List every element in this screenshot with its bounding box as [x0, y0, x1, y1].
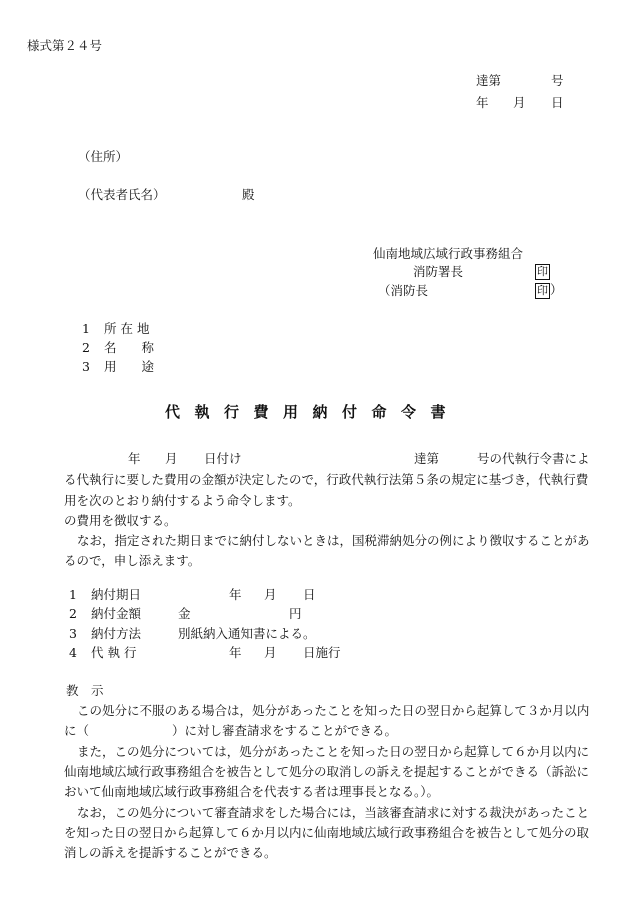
recipient-address-label: （住所）: [78, 149, 129, 164]
issuer-chief-title: 消防署長: [413, 264, 464, 279]
notice-p1-line2-b: ）に対し審査請求をすることができる。: [172, 723, 398, 738]
payment-due-year: 年: [229, 587, 242, 602]
payment-due-month: 月: [264, 587, 277, 602]
body-doc: 達第: [414, 451, 440, 466]
body-year: 年: [128, 451, 141, 466]
payment-item-label: 納付金額: [91, 606, 142, 621]
property-item-num: 3: [82, 359, 90, 374]
payment-item-num: 3: [69, 626, 77, 641]
date-month: 月: [513, 95, 526, 110]
payment-item-label: 納付方法: [91, 626, 142, 641]
notice-p1-line2-a: に（: [64, 723, 90, 738]
issuer-organization: 仙南地域広域行政事務組合: [373, 246, 524, 261]
payment-amount-suffix: 円: [289, 606, 302, 621]
property-item-num: 2: [82, 340, 90, 355]
execution-day: 日施行: [303, 645, 341, 660]
notice-p2-line1: また，この処分については，処分があったことを知った日の翌日から起算して６か月以内に: [77, 744, 590, 759]
doc-number-suffix: 号: [551, 73, 564, 88]
notice-p3-line3: 消しの訴えを提訴することができる。: [64, 845, 277, 860]
notice-heading: 教 示: [66, 683, 104, 698]
body-line1-tail: 号の代執行令書によ: [477, 451, 590, 466]
body-month: 月: [165, 451, 178, 466]
payment-item-num: 2: [69, 606, 77, 621]
issuer-close-paren: ）: [550, 282, 563, 297]
property-item-label: 名 称: [104, 340, 155, 355]
recipient-representative-label: （代表者氏名）: [78, 187, 166, 202]
date-year: 年: [476, 95, 489, 110]
body-dated: 日付け: [204, 451, 242, 466]
property-item-label: 所 在 地: [104, 321, 150, 336]
execution-month: 月: [264, 645, 277, 660]
document-title: 代執行費用納付命令書: [165, 403, 461, 421]
payment-item-label: 代 執 行: [91, 645, 137, 660]
body-line2: る代執行に要した費用の金額が決定したので，行政代執行法第５条の規定に基づき，代執行費: [64, 472, 589, 487]
notice-p1-line1: この処分に不服のある場合は，処分があったことを知った日の翌日から起算して３か月以内: [77, 703, 590, 718]
body-para2-line1: なお，指定された期日までに納付しないときは，国税滞納処分の例により徴収することがあ: [77, 533, 590, 548]
seal-char: 印: [537, 265, 548, 278]
payment-item-num: 4: [69, 645, 77, 660]
doc-number-prefix: 達第: [476, 73, 502, 88]
property-item-label: 用 途: [104, 359, 155, 374]
seal-char-alt: 印: [537, 284, 548, 297]
body-para2-line2: るので，申し添えます。: [64, 553, 201, 568]
issuer-alt-title: （消防長: [378, 283, 429, 298]
payment-item-label: 納付期日: [91, 587, 142, 602]
notice-p2-line3: おいて仙南地域広域行政事務組合を代表する者は理事長となる。）。: [64, 784, 440, 799]
execution-year: 年: [229, 645, 242, 660]
payment-method-value: 別紙納入通知書による。: [178, 626, 316, 641]
notice-p3-line2: を知った日の翌日から起算して６か月以内に仙南地域広域行政事務組合を被告として処分の取: [64, 825, 590, 840]
notice-p3-line1: なお，この処分について審査請求をした場合には，当該審査請求に対する裁決があったこと: [77, 805, 590, 820]
date-day: 日: [551, 95, 564, 110]
property-item-num: 1: [82, 321, 90, 336]
payment-amount-prefix: 金: [178, 606, 191, 621]
body-line3: 用を次のとおり納付するよう命令します。: [64, 493, 301, 508]
notice-p2-line2: 仙南地域広域行政事務組合を被告として処分の取消しの訴えを提起することができる（訴訟に: [64, 764, 590, 779]
payment-item-num: 1: [69, 587, 77, 602]
form-number: 様式第２４号: [27, 38, 103, 53]
seal-mark: [535, 264, 550, 280]
recipient-honorific: 殿: [242, 187, 255, 202]
payment-due-day: 日: [303, 587, 316, 602]
seal-mark-alt: [535, 283, 563, 299]
body-line4: の費用を徴収する。: [64, 513, 177, 528]
